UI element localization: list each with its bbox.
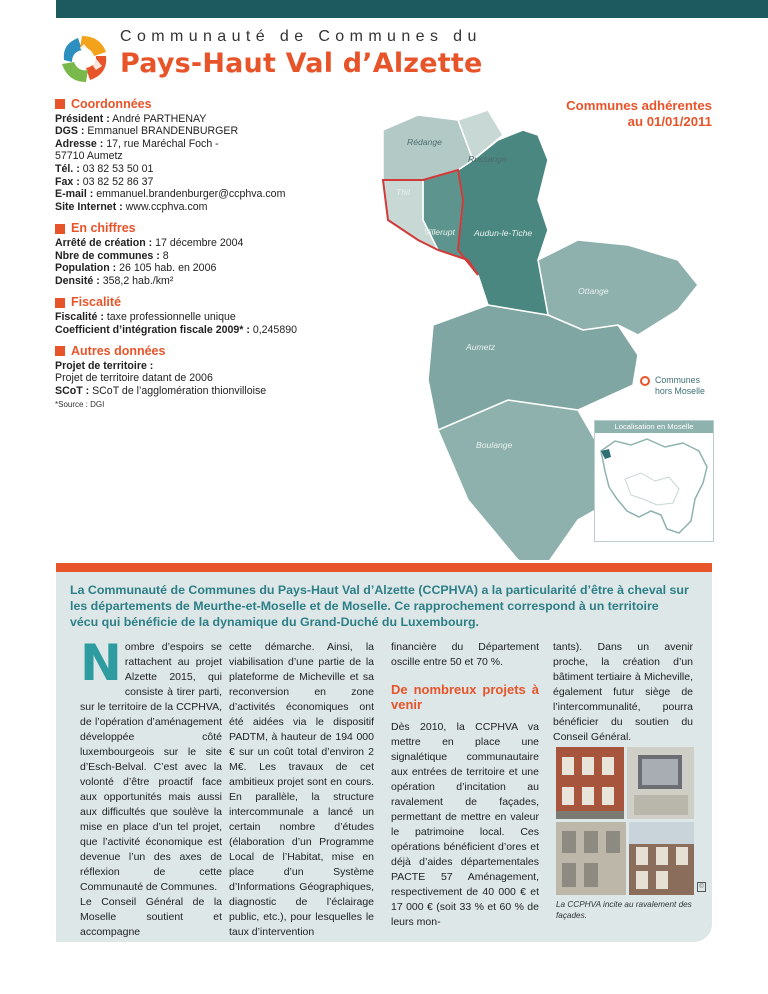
- info-row: Population : 26 105 hab. en 2006: [55, 262, 217, 275]
- article-column-4: tants). Dans un avenir proche, la création d’un bâtiment tertiaire à Micheville, également futur siège de l’intercommunalité, pourra bénéficier du soutien du Conseil Général.: [553, 641, 693, 743]
- info-row: Fiscalité : taxe professionnelle unique: [55, 310, 236, 323]
- info-row: Projet de territoire datant de 2006: [55, 372, 213, 385]
- section-coordonnees: [55, 98, 375, 213]
- localisation-inset: [594, 420, 714, 542]
- info-row: Tél. : 03 82 53 50 01: [55, 162, 154, 175]
- moselle-map-icon: [595, 433, 713, 541]
- info-row: Fax : 03 82 52 86 37: [55, 175, 154, 188]
- article-intro: La Communauté de Communes du Pays-Haut Val d’Alzette (CCPHVA) a la particularité d’être à cheval sur les départements de Meurthe-et-Moselle et de Moselle. Ce rapprochement correspond à un territoire vécu qui bénéficie de la dynamique du Grand-Duché du Luxembourg.: [70, 583, 689, 629]
- map-label: Aumetz: [466, 342, 496, 352]
- map-label: Boulange: [476, 440, 513, 450]
- map-label: Audun-le-Tiche: [474, 228, 533, 238]
- info-row: Coefficient d’intégration fiscale 2009* : 0,245890: [55, 323, 297, 336]
- info-row: Adresse : 17, rue Maréchal Foch -: [55, 137, 219, 150]
- ring-icon: [640, 376, 650, 386]
- facade-photos: [556, 747, 694, 895]
- section-fiscalite: [55, 296, 375, 336]
- header-title: Pays-Haut Val d’Alzette: [120, 48, 483, 79]
- info-row: DGS : Emmanuel BRANDENBURGER: [55, 125, 239, 138]
- bullet-square-icon: [55, 99, 65, 109]
- top-bar: [56, 0, 768, 18]
- bullet-square-icon: [55, 298, 65, 308]
- info-row: Site Internet : www.ccphva.com: [55, 200, 208, 213]
- section-title: En chiffres: [71, 221, 136, 236]
- bullet-square-icon: [55, 224, 65, 234]
- section-title: Coordonnées: [71, 97, 152, 111]
- map-label: Thil: [396, 187, 410, 197]
- accent-bar: [56, 563, 712, 572]
- section-autres: [55, 345, 375, 412]
- info-row: SCoT : SCoT de l’agglomération thionvilloise: [55, 384, 267, 397]
- dropcap: N: [80, 634, 122, 692]
- localisation-title: Localisation en Moselle: [595, 421, 713, 433]
- section-title: Fiscalité: [71, 295, 122, 310]
- info-column: [55, 98, 375, 421]
- header-subtitle: Communauté de Communes du: [120, 28, 482, 45]
- map-label: Ottange: [578, 286, 609, 296]
- info-row: 57710 Aumetz: [55, 150, 123, 163]
- section-title: Autres données: [71, 344, 166, 359]
- map-title: Communes adhérentes au 01/01/2011: [566, 98, 712, 129]
- map-legend: Communes hors Moselle: [640, 375, 705, 397]
- info-row: Densité : 358,2 hab./km²: [55, 274, 174, 287]
- map-label: Rédange: [407, 137, 442, 147]
- source-note: *Source : DGI: [55, 400, 105, 410]
- article-column-2: cette démarche. Ainsi, la viabilisation d’une partie de la plateforme de Micheville et sa reconversion en zone d’activités économiques ont été aidées via le dispositif PADTM, à hauteur de 194 000 € sur un coût total d’environ 2 M€. Les travaux de cet ambitieux projet sont en cours. En parallèle, la structure intercommunale a lancé un certain nombre d’études (élaboration d’un Programme Local de l’Habitat, mise en place d’un Système d’Informations Géographiques, diagnostic de l’éclairage public, etc.), pour lesquelles le taux d’intervention: [229, 641, 374, 938]
- article-column-3: financière du Département oscille entre 50 et 70 %. De nombreux projets à venir Dès 2010, la CCPHVA va mettre en place une signalétique communautaire aux entrées de territoire et une opération d’incitation au ravalement de façades, permettant de mettre en valeur le patrimoine local. Ces opérations bénéficient d’ores et déjà d’aides départementales PACTE 57 Aménagement, respectivement de 40 000 € et 17 000 € (soit 33 % et 60 % de leurs mon-: [391, 641, 539, 928]
- photo-caption: La CCPHVA incite au ravalement des façades.: [556, 900, 692, 920]
- map-label: Russange: [468, 154, 507, 164]
- map-region-ottange: [538, 240, 698, 335]
- info-row: Nbre de communes : 8: [55, 249, 169, 262]
- info-row: Arrêté de création : 17 décembre 2004: [55, 236, 244, 249]
- info-row: Projet de territoire :: [55, 359, 154, 372]
- section-chiffres: [55, 222, 375, 287]
- map-region-boulange: [438, 400, 613, 560]
- logo-icon: [56, 30, 112, 86]
- info-row: E-mail : emmanuel.brandenburger@ccphva.com: [55, 188, 286, 201]
- map-label: Villerupt: [424, 227, 455, 237]
- article-subheading: De nombreux projets à venir: [391, 682, 539, 712]
- bullet-square-icon: [55, 346, 65, 356]
- photo-credit: ©: [697, 882, 706, 892]
- article-column-1: Nombre d’espoirs se rattachent au projet Alzette 2015, qui consiste à tirer parti, sur le territoire de la CCPHVA, de l’opération d’aménagement développée côté luxembourgeois sur le site d’Esch-Belval. C’est avec la volonté d’être proactif face aux opportunités mais aussi aux difficultés que soulève la mise en place d’un tel projet, que l’activité économique est devenue l’un des axes de réflexion de cette Communauté de Communes. Le Conseil Général de la Moselle soutient et accompagne: [80, 634, 222, 938]
- info-row: Président : André PARTHENAY: [55, 112, 207, 125]
